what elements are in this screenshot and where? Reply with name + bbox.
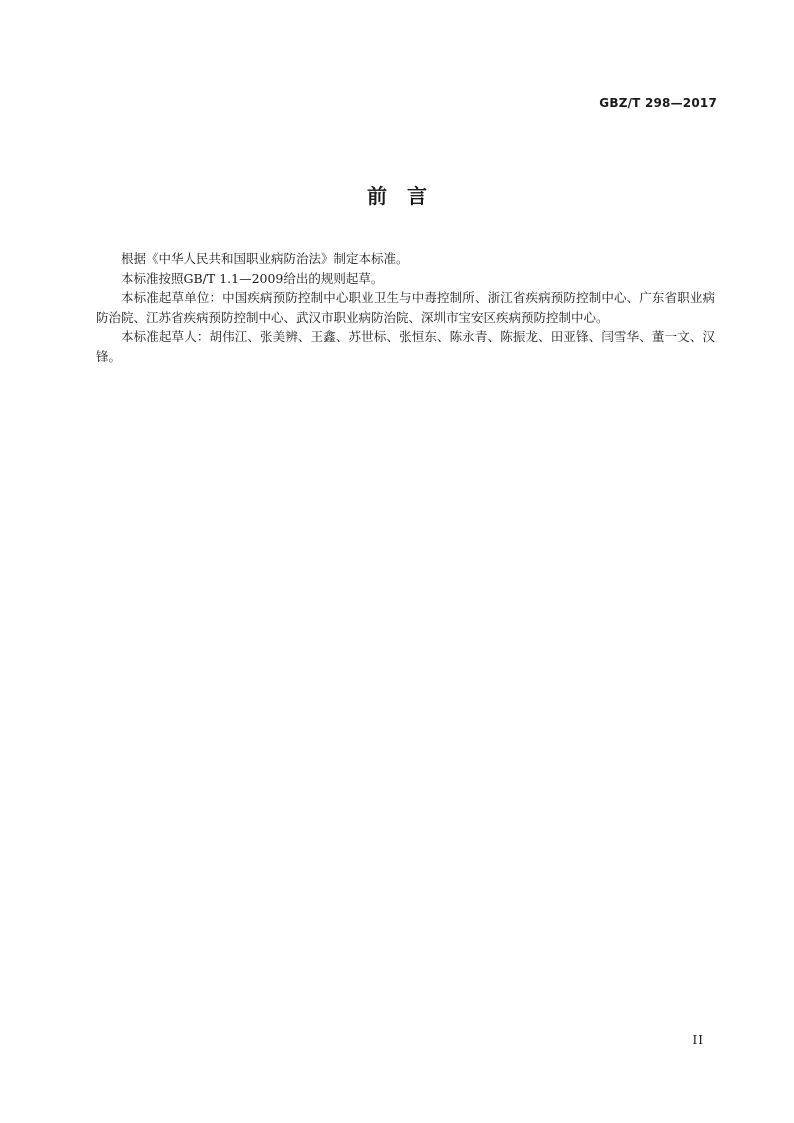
paragraph-drafters: 本标准起草人：胡伟江、张美辨、王鑫、苏世标、张恒东、陈永青、陈振龙、田亚锋、闫雪华、董一文、汉锋。 — [96, 329, 715, 364]
paragraph-drafting-units: 本标准起草单位：中国疾病预防控制中心职业卫生与中毒控制所、浙江省疾病预防控制中心、广东省职业病防治院、江苏省疾病预防控制中心、武汉市职业病防治院、深圳市宝安区疾病预防控制中心。 — [96, 290, 715, 325]
paragraph-drafting-rules: 本标准按照GB/T 1.1—2009给出的规则起草。 — [121, 270, 384, 286]
page-title: 前 言 — [367, 184, 427, 208]
paragraph-legal-basis: 根据《中华人民共和国职业病防治法》制定本标准。 — [121, 251, 409, 266]
standard-code: GBZ/T 298—2017 — [599, 96, 717, 110]
preface-body — [96, 249, 715, 366]
page-number: II — [692, 1033, 704, 1047]
